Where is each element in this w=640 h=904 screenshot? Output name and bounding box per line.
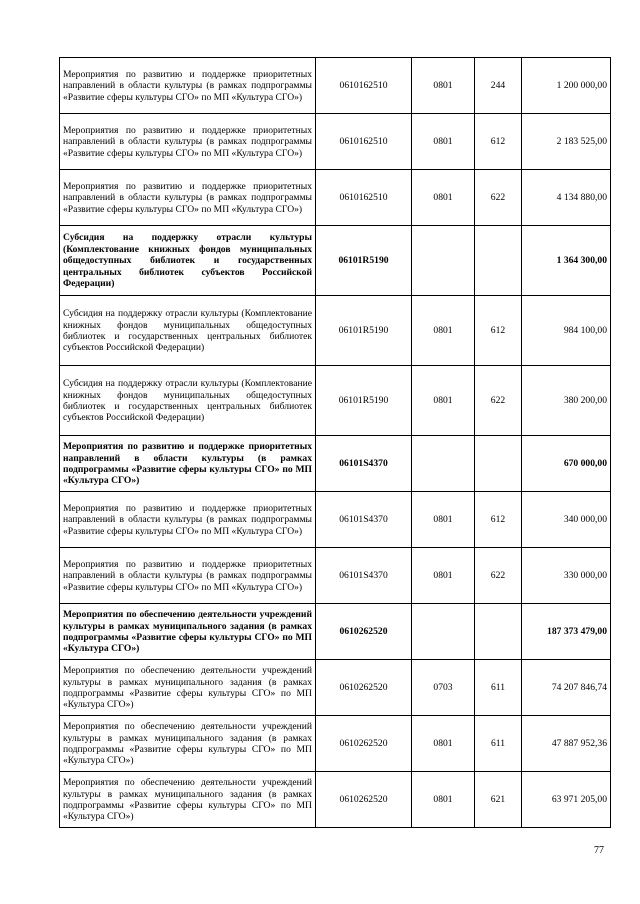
section-code: 0801 [412, 114, 475, 170]
amount: 984 100,00 [522, 296, 611, 366]
expense-type-code: 612 [475, 296, 522, 366]
expense-type-code: 622 [475, 366, 522, 436]
expense-type-code [475, 436, 522, 492]
target-article-code: 06101R5190 [316, 296, 412, 366]
section-code: 0801 [412, 296, 475, 366]
section-code [412, 436, 475, 492]
section-code: 0801 [412, 366, 475, 436]
table-row [60, 58, 611, 114]
section-code [412, 604, 475, 660]
expense-name: Мероприятия по обеспечению деятельности учреждений культуры в рамках муниципального задания (в рамках подпрограммы «Развитие сферы культуры СГО» по МП «Культура СГО») [60, 604, 316, 660]
table-row [60, 170, 611, 226]
amount: 340 000,00 [522, 492, 611, 548]
expense-name: Субсидия на поддержку отрасли культуры (Комплектование книжных фондов муниципальных общедоступных библиотек и государственных центральных библиотек субъектов Российской Федерации) [60, 226, 316, 296]
budget-table [59, 57, 611, 828]
target-article-code: 0610162510 [316, 170, 412, 226]
target-article-code: 0610162510 [316, 58, 412, 114]
expense-type-code: 244 [475, 58, 522, 114]
section-code: 0801 [412, 716, 475, 772]
amount: 330 000,00 [522, 548, 611, 604]
expense-type-code: 622 [475, 170, 522, 226]
table-row [60, 366, 611, 436]
section-code: 0801 [412, 548, 475, 604]
target-article-code: 0610262520 [316, 604, 412, 660]
target-article-code: 0610262520 [316, 716, 412, 772]
target-article-code: 06101R5190 [316, 366, 412, 436]
target-article-code: 06101S4370 [316, 436, 412, 492]
expense-type-code [475, 226, 522, 296]
table-row [60, 226, 611, 296]
expense-name: Мероприятия по обеспечению деятельности учреждений культуры в рамках муниципального задания (в рамках подпрограммы «Развитие сферы культуры СГО» по МП «Культура СГО») [60, 772, 316, 828]
table-row [60, 436, 611, 492]
section-code: 0801 [412, 492, 475, 548]
section-code: 0801 [412, 58, 475, 114]
expense-type-code: 622 [475, 548, 522, 604]
target-article-code: 06101S4370 [316, 492, 412, 548]
target-article-code: 0610262520 [316, 660, 412, 716]
expense-type-code: 611 [475, 716, 522, 772]
section-code: 0801 [412, 772, 475, 828]
target-article-code: 06101R5190 [316, 226, 412, 296]
table-row [60, 548, 611, 604]
amount: 2 183 525,00 [522, 114, 611, 170]
expense-type-code: 612 [475, 114, 522, 170]
expense-name: Мероприятия по обеспечению деятельности учреждений культуры в рамках муниципального задания (в рамках подпрограммы «Развитие сферы культуры СГО» по МП «Культура СГО») [60, 660, 316, 716]
target-article-code: 0610262520 [316, 772, 412, 828]
budget-table-body [60, 58, 611, 828]
expense-type-code [475, 604, 522, 660]
table-row [60, 604, 611, 660]
expense-name: Мероприятия по обеспечению деятельности учреждений культуры в рамках муниципального задания (в рамках подпрограммы «Развитие сферы культуры СГО» по МП «Культура СГО») [60, 716, 316, 772]
target-article-code: 0610162510 [316, 114, 412, 170]
amount: 1 364 300,00 [522, 226, 611, 296]
table-row [60, 772, 611, 828]
amount: 47 887 952,36 [522, 716, 611, 772]
table-row [60, 296, 611, 366]
amount: 380 200,00 [522, 366, 611, 436]
expense-type-code: 621 [475, 772, 522, 828]
expense-name: Мероприятия по развитию и поддержке приоритетных направлений в области культуры (в рамках подпрограммы «Развитие сферы культуры СГО» по МП «Культура СГО») [60, 170, 316, 226]
amount: 670 000,00 [522, 436, 611, 492]
section-code: 0703 [412, 660, 475, 716]
section-code: 0801 [412, 170, 475, 226]
target-article-code: 06101S4370 [316, 548, 412, 604]
table-row [60, 660, 611, 716]
expense-type-code: 611 [475, 660, 522, 716]
expense-name: Мероприятия по развитию и поддержке приоритетных направлений в области культуры (в рамках подпрограммы «Развитие сферы культуры СГО» по МП «Культура СГО») [60, 436, 316, 492]
table-row [60, 114, 611, 170]
expense-name: Мероприятия по развитию и поддержке приоритетных направлений в области культуры (в рамках подпрограммы «Развитие сферы культуры СГО» по МП «Культура СГО») [60, 114, 316, 170]
table-row [60, 492, 611, 548]
amount: 4 134 880,00 [522, 170, 611, 226]
page-number: 77 [594, 845, 604, 856]
amount: 1 200 000,00 [522, 58, 611, 114]
expense-name: Мероприятия по развитию и поддержке приоритетных направлений в области культуры (в рамках подпрограммы «Развитие сферы культуры СГО» по МП «Культура СГО») [60, 58, 316, 114]
amount: 63 971 205,00 [522, 772, 611, 828]
expense-type-code: 612 [475, 492, 522, 548]
table-row [60, 716, 611, 772]
expense-name: Субсидия на поддержку отрасли культуры (Комплектование книжных фондов муниципальных общедоступных библиотек и государственных центральных библиотек субъектов Российской Федерации) [60, 366, 316, 436]
amount: 74 207 846,74 [522, 660, 611, 716]
expense-name: Мероприятия по развитию и поддержке приоритетных направлений в области культуры (в рамках подпрограммы «Развитие сферы культуры СГО» по МП «Культура СГО») [60, 548, 316, 604]
section-code [412, 226, 475, 296]
expense-name: Мероприятия по развитию и поддержке приоритетных направлений в области культуры (в рамках подпрограммы «Развитие сферы культуры СГО» по МП «Культура СГО») [60, 492, 316, 548]
amount: 187 373 479,00 [522, 604, 611, 660]
expense-name: Субсидия на поддержку отрасли культуры (Комплектование книжных фондов муниципальных общедоступных библиотек и государственных центральных библиотек субъектов Российской Федерации) [60, 296, 316, 366]
